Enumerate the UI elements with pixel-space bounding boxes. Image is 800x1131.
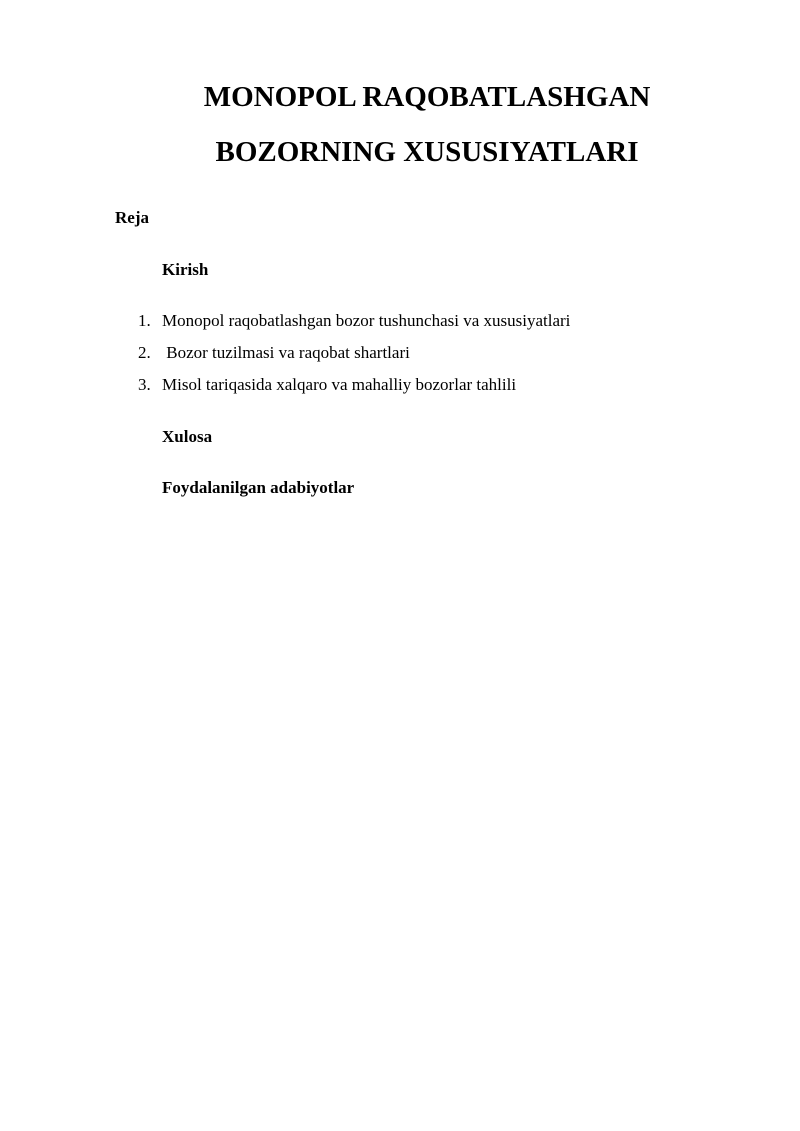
plan-heading: Reja [115,208,149,227]
plan-item-number: 1. [138,311,151,330]
references-label: Foydalanilgan adabiyotlar [162,478,355,497]
introduction-label: Kirish [162,260,209,279]
conclusion-label: Xulosa [162,427,213,446]
plan-item-number: 2. [138,343,151,362]
plan-item-text: Bozor tuzilmasi va raqobat shartlari [162,343,410,362]
plan-item-number: 3. [138,375,151,394]
plan-item-text: Monopol raqobatlashgan bozor tushunchasi va xususiyatlari [162,311,571,330]
plan-item-text: Misol tariqasida xalqaro va mahalliy bozorlar tahlili [162,375,517,394]
title-line-1: MONOPOL RAQOBATLASHGAN [203,81,651,113]
title-line-2: BOZORNING XUSUSIYATLARI [215,136,639,168]
